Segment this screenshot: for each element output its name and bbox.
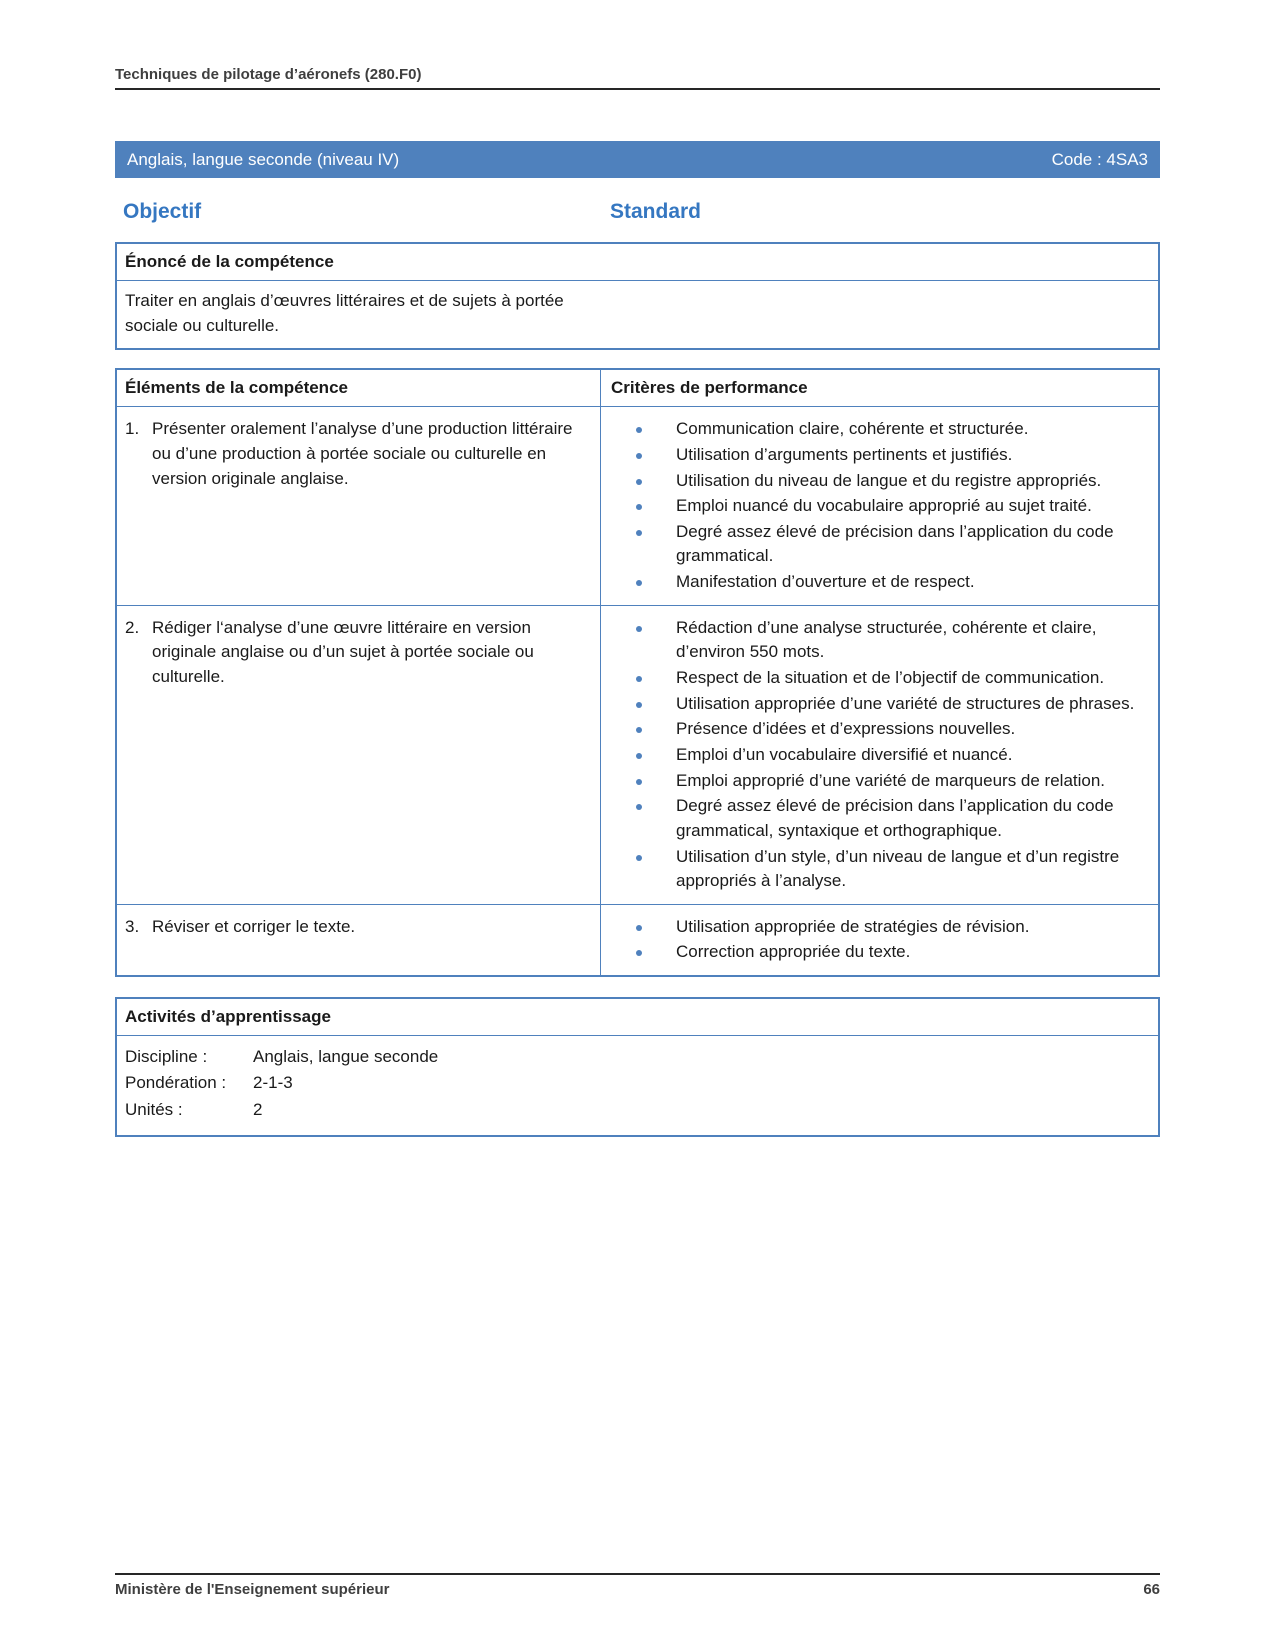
criteria-item: Emploi d’un vocabulaire diversifié et nuancé. bbox=[601, 743, 1148, 768]
enonce-text: Traiter en anglais d’œuvres littéraires et de sujets à portée sociale ou culturelle. bbox=[125, 291, 564, 335]
competence-row-1 bbox=[117, 406, 1158, 604]
enonce-title: Énoncé de la compétence bbox=[125, 252, 334, 271]
objectif-heading: Objectif bbox=[123, 200, 202, 223]
criteria-item: Communication claire, cohérente et structurée. bbox=[601, 417, 1148, 442]
element-item-2 bbox=[117, 606, 600, 700]
elements-header-label: Éléments de la compétence bbox=[125, 378, 348, 398]
activites-label: Unités : bbox=[125, 1099, 183, 1119]
element-number: 3. bbox=[125, 916, 140, 936]
page-footer bbox=[115, 1573, 1160, 1598]
page-header bbox=[115, 66, 1160, 90]
activites-title: Activités d’apprentissage bbox=[125, 1007, 331, 1027]
banner-title: Anglais, langue seconde (niveau IV) bbox=[127, 149, 400, 169]
competence-row-2 bbox=[117, 605, 1158, 904]
criteres-column-header bbox=[600, 370, 1158, 406]
criteria-item: Manifestation d’ouverture et de respect. bbox=[601, 570, 1148, 595]
criteria-list-3 bbox=[601, 915, 1158, 965]
course-banner bbox=[115, 141, 1160, 178]
criteria-item: Utilisation d’un style, d’un niveau de langue et d’un registre appropriés à l’analyse. bbox=[601, 845, 1148, 894]
criteria-item: Utilisation du niveau de langue et du registre appropriés. bbox=[601, 469, 1148, 494]
activites-value: Anglais, langue seconde bbox=[253, 1047, 439, 1067]
activites-row-ponderation bbox=[125, 1070, 1150, 1096]
criteria-item: Utilisation appropriée de stratégies de révision. bbox=[601, 915, 1148, 940]
element-text: Réviser et corriger le texte. bbox=[152, 916, 356, 936]
enonce-table bbox=[115, 242, 1160, 350]
element-item-1 bbox=[117, 407, 600, 501]
section-headings bbox=[115, 200, 1160, 224]
criteria-item: Utilisation d’arguments pertinents et justifiés. bbox=[601, 443, 1148, 468]
element-text: Présenter oralement l’analyse d’une production littéraire ou d’une production à portée sociale ou culturelle en version originale anglaise. bbox=[152, 419, 573, 488]
enonce-table-header bbox=[117, 244, 1158, 281]
element-text: Rédiger l‘analyse d’une œuvre littéraire en version originale anglaise ou d’un sujet à portée sociale ou culturelle. bbox=[152, 617, 534, 687]
activites-table bbox=[115, 997, 1160, 1137]
activites-value: 2 bbox=[253, 1099, 263, 1119]
criteria-list-2 bbox=[601, 616, 1158, 894]
flex-spacer bbox=[115, 1137, 1160, 1573]
activites-row-unites bbox=[125, 1097, 1150, 1123]
element-number: 2. bbox=[125, 617, 140, 637]
activites-row-discipline bbox=[125, 1044, 1150, 1070]
criteria-list-1 bbox=[601, 417, 1158, 594]
banner-code: Code : 4SA3 bbox=[1051, 149, 1148, 169]
header-title: Techniques de pilotage d’aéronefs (280.F0) bbox=[115, 66, 422, 83]
criteria-item: Degré assez élevé de précision dans l’application du code grammatical, syntaxique et orthographique. bbox=[601, 794, 1148, 843]
competence-table-header-row bbox=[117, 370, 1158, 406]
activites-table-header bbox=[117, 999, 1158, 1036]
activites-label: Pondération : bbox=[125, 1073, 227, 1093]
competence-table bbox=[115, 368, 1160, 977]
criteria-item: Correction appropriée du texte. bbox=[601, 940, 1148, 965]
criteres-header-label: Critères de performance bbox=[611, 378, 808, 398]
enonce-table-body bbox=[117, 281, 1158, 348]
criteria-item: Degré assez élevé de précision dans l’application du code grammatical. bbox=[601, 520, 1148, 569]
competence-row-3 bbox=[117, 904, 1158, 975]
element-item-3 bbox=[117, 905, 600, 950]
criteria-item: Utilisation appropriée d’une variété de structures de phrases. bbox=[601, 692, 1148, 717]
element-number: 1. bbox=[125, 419, 140, 439]
activites-table-body bbox=[117, 1036, 1158, 1135]
footer-ministry: Ministère de l'Enseignement supérieur bbox=[115, 1581, 390, 1598]
elements-column-header bbox=[117, 370, 600, 406]
criteria-item: Respect de la situation et de l’objectif de communication. bbox=[601, 666, 1148, 691]
footer-page-number: 66 bbox=[1143, 1581, 1160, 1598]
criteria-item: Emploi nuancé du vocabulaire approprié au sujet traité. bbox=[601, 494, 1148, 519]
activites-value: 2-1-3 bbox=[253, 1073, 293, 1093]
criteria-item: Rédaction d’une analyse structurée, cohérente et claire, d’environ 550 mots. bbox=[601, 616, 1148, 665]
standard-heading: Standard bbox=[610, 200, 702, 223]
criteria-item: Emploi approprié d’une variété de marqueurs de relation. bbox=[601, 769, 1148, 794]
criteria-item: Présence d’idées et d’expressions nouvelles. bbox=[601, 717, 1148, 742]
activites-label: Discipline : bbox=[125, 1047, 208, 1067]
